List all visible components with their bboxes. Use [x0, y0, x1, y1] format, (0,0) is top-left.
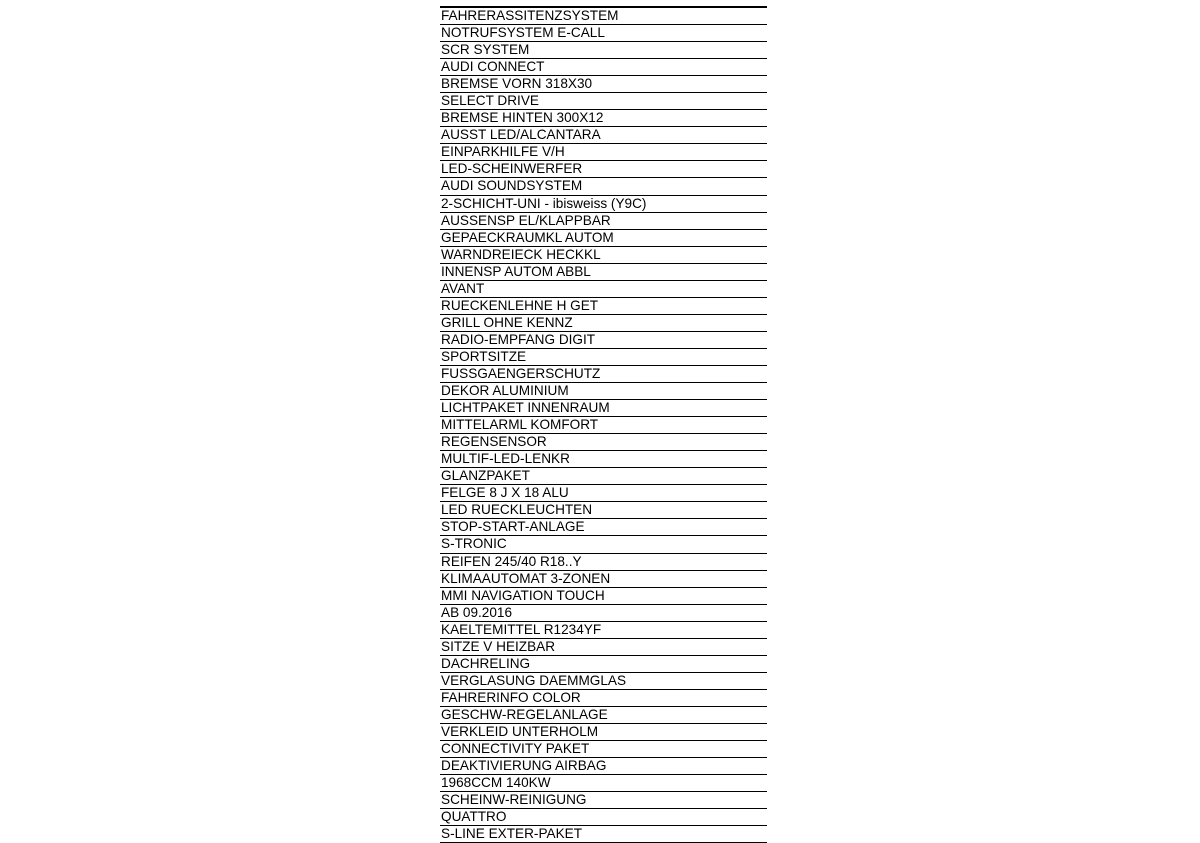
list-item: 2-SCHICHT-UNI - ibisweiss (Y9C) [440, 196, 767, 213]
list-item: SPORTSITZE [440, 349, 767, 366]
list-item: AUSST LED/ALCANTARA [440, 127, 767, 144]
list-item: LED-SCHEINWERFER [440, 161, 767, 178]
list-item: S-TRONIC [440, 536, 767, 553]
list-item: EINPARKHILFE V/H [440, 144, 767, 161]
list-item: AVANT [440, 281, 767, 298]
list-item: REGENSENSOR [440, 434, 767, 451]
list-item: SELECT DRIVE [440, 93, 767, 110]
list-item: VERKLEID UNTERHOLM [440, 724, 767, 741]
list-item: S-LINE EXTER-PAKET [440, 826, 767, 843]
list-item: 1968CCM 140KW [440, 775, 767, 792]
list-item: GLANZPAKET [440, 468, 767, 485]
list-item: SITZE V HEIZBAR [440, 639, 767, 656]
list-item: FAHRERASSITENZSYSTEM [440, 8, 767, 25]
list-item: RADIO-EMPFANG DIGIT [440, 332, 767, 349]
list-item: SCHEINW-REINIGUNG [440, 792, 767, 809]
list-item: KLIMAAUTOMAT 3-ZONEN [440, 571, 767, 588]
list-item: AUSSENSP EL/KLAPPBAR [440, 213, 767, 230]
list-item: FUSSGAENGERSCHUTZ [440, 366, 767, 383]
list-item: KAELTEMITTEL R1234YF [440, 622, 767, 639]
list-item: GESCHW-REGELANLAGE [440, 707, 767, 724]
list-item: BREMSE HINTEN 300X12 [440, 110, 767, 127]
list-item: INNENSP AUTOM ABBL [440, 264, 767, 281]
list-item: MULTIF-LED-LENKR [440, 451, 767, 468]
list-item: AB 09.2016 [440, 605, 767, 622]
list-item: DEKOR ALUMINIUM [440, 383, 767, 400]
list-item: MMI NAVIGATION TOUCH [440, 588, 767, 605]
list-item: AUDI CONNECT [440, 59, 767, 76]
list-item: WARNDREIECK HECKKL [440, 247, 767, 264]
list-item: SCR SYSTEM [440, 42, 767, 59]
list-item: CONNECTIVITY PAKET [440, 741, 767, 758]
list-item: QUATTRO [440, 809, 767, 826]
equipment-list [440, 6, 767, 843]
list-item: MITTELARML KOMFORT [440, 417, 767, 434]
list-item: FAHRERINFO COLOR [440, 690, 767, 707]
list-item: REIFEN 245/40 R18..Y [440, 554, 767, 571]
list-item: BREMSE VORN 318X30 [440, 76, 767, 93]
list-item: AUDI SOUNDSYSTEM [440, 178, 767, 195]
list-item: GRILL OHNE KENNZ [440, 315, 767, 332]
list-item: LED RUECKLEUCHTEN [440, 502, 767, 519]
list-item: LICHTPAKET INNENRAUM [440, 400, 767, 417]
list-item: NOTRUFSYSTEM E-CALL [440, 25, 767, 42]
list-item: VERGLASUNG DAEMMGLAS [440, 673, 767, 690]
list-item: RUECKENLEHNE H GET [440, 298, 767, 315]
list-item: DACHRELING [440, 656, 767, 673]
list-item: GEPAECKRAUMKL AUTOM [440, 230, 767, 247]
list-item: FELGE 8 J X 18 ALU [440, 485, 767, 502]
list-item: DEAKTIVIERUNG AIRBAG [440, 758, 767, 775]
list-item: STOP-START-ANLAGE [440, 519, 767, 536]
